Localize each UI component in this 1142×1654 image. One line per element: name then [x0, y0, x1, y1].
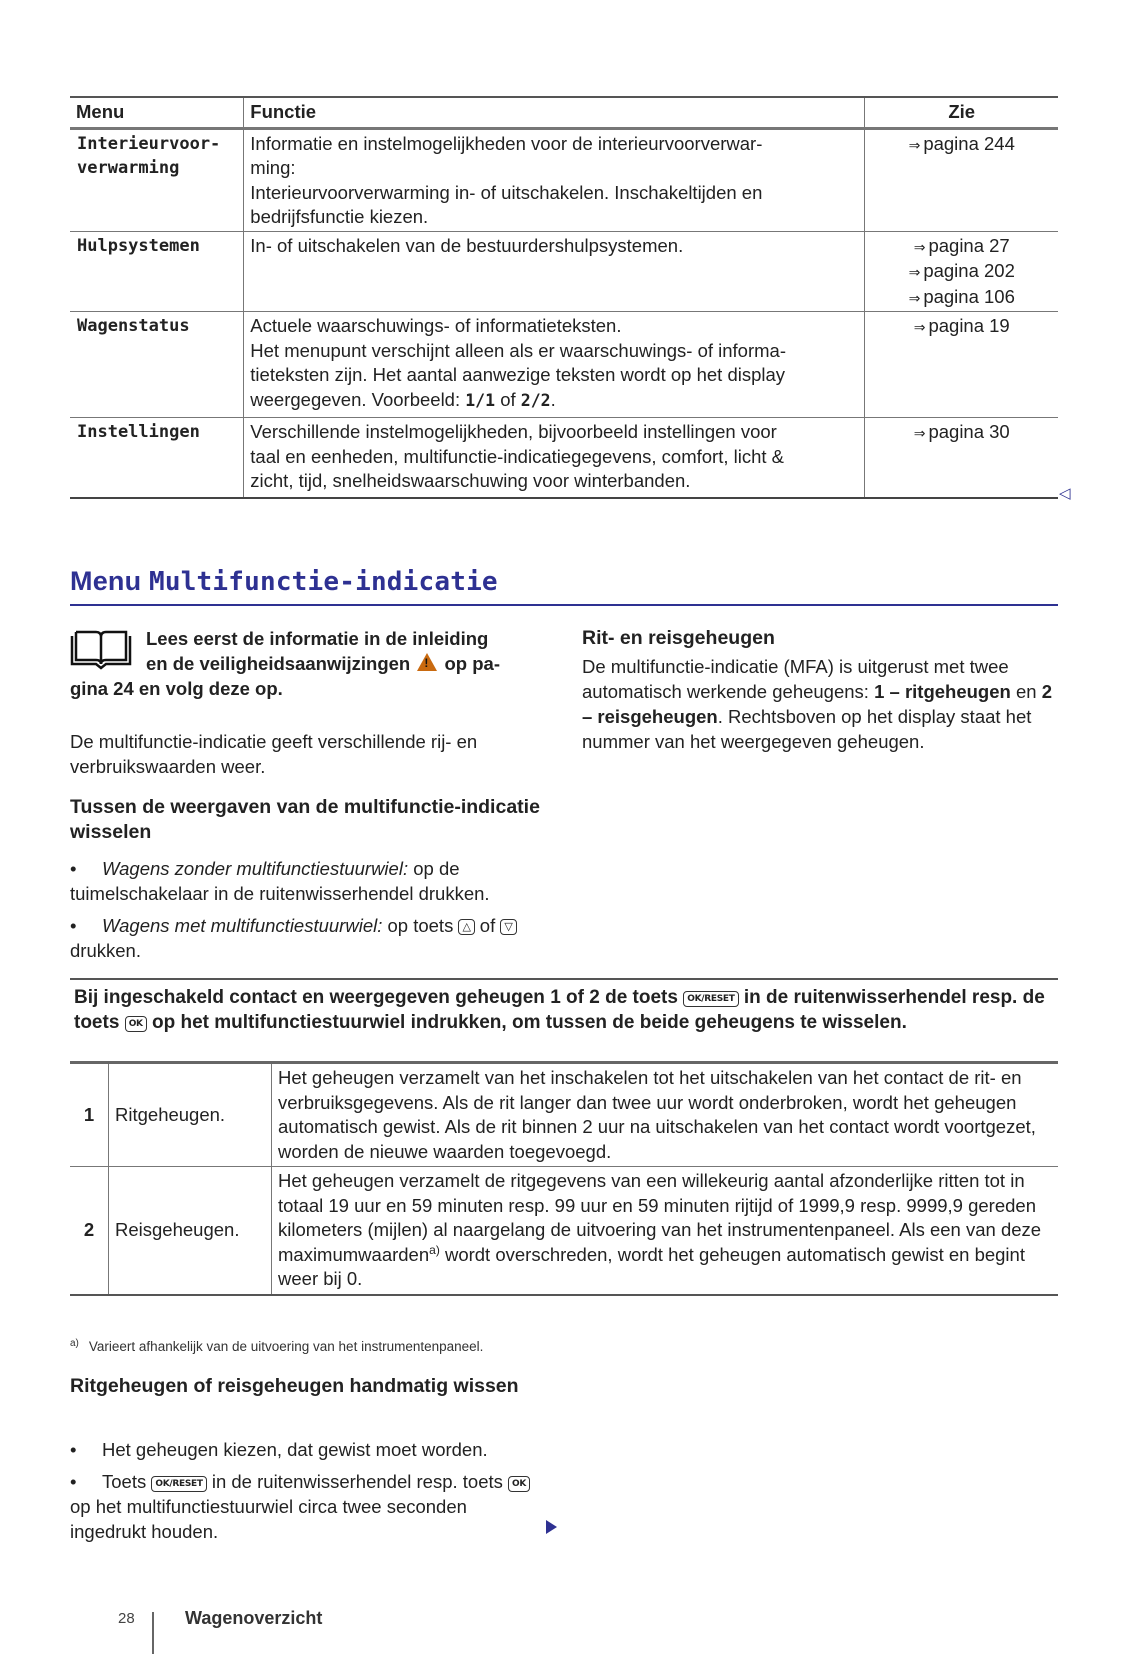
function-text: Informatie en instelmogelijkheden voor de interieurvoorverwar- — [250, 132, 763, 154]
menu-name: Wagenstatus — [77, 316, 190, 336]
arrow-right-icon: ⇒ — [908, 289, 921, 306]
instruction-text: op het multifunctiestuurwiel circa twee seconden ingedrukt houden. — [70, 1496, 467, 1542]
function-text: weergegeven. Voorbeeld: — [250, 388, 466, 410]
note-text: Lees eerst de informatie in de inleiding — [146, 628, 489, 649]
table-row — [70, 231, 1058, 312]
function-text: ming: — [250, 157, 296, 178]
function-text: zicht, tijd, snelheidswaarschuwing voor winterbanden. — [250, 470, 691, 491]
memory-number: 2 — [70, 1167, 109, 1295]
condition-label: Wagens zonder multifunctiestuurwiel: — [102, 858, 409, 879]
table-row — [70, 1167, 1058, 1295]
arrow-right-icon: ⇒ — [913, 238, 926, 255]
header-functie: Functie — [244, 97, 865, 128]
function-cell — [244, 418, 865, 498]
book-icon — [70, 628, 132, 670]
function-text: . — [550, 388, 556, 410]
description-text: wordt overschreden, wordt het geheugen automatisch gewist en begint weer bij 0. — [278, 1243, 1025, 1289]
bullet-icon: • — [70, 915, 77, 936]
instruction-text: Toets — [102, 1471, 152, 1492]
memory-description: Het geheugen verzamelt van het inschakelen tot het uitschakelen van het contact de rit- en verbruiksgegevens. Als de rit langer dan twee uur wordt onderbroken, wordt het geheugen automatisch gewist. Als de rit binnen 2 uur na uitschakelen van het contact wordt voortgezet, worden de nieuwe waarden toegevoegd. — [272, 1063, 1059, 1167]
menu-cell — [70, 312, 244, 418]
example-value: 1/1 — [465, 390, 496, 410]
instruction-text: of — [474, 915, 501, 936]
list-item — [70, 1437, 540, 1462]
memory-table — [70, 1061, 1058, 1296]
function-text: Actuele waarschuwings- of informatieteksten. — [250, 315, 622, 336]
list-item — [70, 1469, 540, 1544]
instruction-text: in de ruitenwisserhendel resp. toets — [206, 1471, 509, 1492]
page-reference-label: pagina 30 — [928, 421, 1010, 442]
function-text: taal en eenheden, multifunctie-indicatiegegevens, comfort, licht & — [250, 445, 785, 467]
section-title-menu-name: Multifunctie-indicatie — [149, 567, 498, 597]
function-text: In- of uitschakelen van de bestuurdershulpsystemen. — [250, 234, 684, 256]
function-text: Het menupunt verschijnt alleen als er waarschuwings- of informa- — [250, 339, 786, 361]
function-cell — [244, 231, 865, 312]
list-item — [70, 913, 540, 963]
footer-divider — [152, 1612, 154, 1654]
function-text: Verschillende instelmogelijkheden, bijvoorbeeld instellingen voor — [250, 421, 777, 442]
memory-description — [272, 1167, 1059, 1295]
page-reference-label: pagina 19 — [928, 315, 1010, 336]
function-text: bedrijfsfunctie kiezen. — [250, 206, 429, 227]
section-title — [70, 566, 498, 597]
reference-cell — [865, 128, 1058, 231]
memory-label: 2 – reisgeheugen — [582, 681, 1052, 727]
function-text: of — [495, 388, 521, 410]
list-item — [70, 856, 540, 906]
note-text — [70, 651, 540, 676]
bullet-icon: • — [70, 1471, 77, 1492]
memory-number: 1 — [70, 1063, 109, 1167]
section-title-prefix: Menu — [70, 566, 149, 596]
memory-name: Reisgeheugen. — [109, 1167, 272, 1295]
instruction-text: in de ruitenwisserhendel resp. de toets — [74, 987, 1045, 1033]
arrow-right-icon: ⇒ — [908, 264, 921, 280]
switch-views-heading — [70, 795, 540, 845]
menu-name: Interieurvoor- — [77, 133, 221, 154]
continue-triangle-icon — [546, 1520, 557, 1534]
page-reference-label: pagina 106 — [923, 285, 1015, 307]
table-row — [70, 128, 1058, 231]
menu-cell — [70, 128, 244, 231]
ok-key-icon: OK — [508, 1476, 530, 1492]
footnote-text: Varieert afhankelijk van de uitvoering van het instrumentenpaneel. — [88, 1339, 484, 1354]
ok-key-icon: OK — [125, 1016, 147, 1032]
note-text-part: op pa- — [439, 653, 500, 674]
page-reference-label: pagina 244 — [923, 132, 1015, 154]
instruction-text: drukken. — [70, 940, 141, 961]
arrow-right-icon: ⇒ — [913, 425, 926, 441]
section-end-triangle-icon: ◁ — [1059, 485, 1071, 502]
description-text: Het geheugen verzamelt de ritgegevens van een willekeurig aantal afzonderlijke ritten tot in totaal 19 uur en 59 minuten resp. 99 uur en 59 minuten rijtijd of 1999,9 resp. 9999,9 gereden kilometers (mijlen) al naargelang de uitvoering van het instrumentenpaneel. Als een van deze maximumwaarden — [278, 1170, 1042, 1265]
warning-triangle-icon — [417, 653, 437, 671]
paragraph-text: De multifunctie-indicatie (MFA) is uitgerust met twee automatisch werkende geheugens: — [582, 656, 1009, 702]
header-zie: Zie — [865, 97, 1058, 128]
instruction-text: op de tuimelschakelaar in de ruitenwisserhendel drukken. — [70, 858, 490, 904]
page-reference-link[interactable] — [871, 285, 1052, 311]
paragraph-text: en — [1010, 681, 1042, 702]
key-down-icon: ▽ — [500, 919, 516, 935]
ok-reset-key-icon: OK/RESET — [683, 991, 738, 1007]
rit-reis-paragraph — [582, 654, 1060, 754]
menu-cell — [70, 418, 244, 498]
instruction-divider — [70, 978, 1058, 980]
memory-name: Ritgeheugen. — [109, 1063, 272, 1167]
page-number: 28 — [118, 1610, 135, 1627]
read-first-note — [70, 626, 540, 701]
arrow-right-icon: ⇒ — [908, 136, 921, 153]
footnote-marker[interactable]: a) — [429, 1242, 440, 1257]
subheading: Rit- en reisgeheugen — [582, 627, 775, 649]
reference-cell — [865, 231, 1058, 312]
function-text: Interieurvoorverwarming in- of uitschakelen. Inschakeltijden en — [250, 181, 763, 203]
subheading: Ritgeheugen of reisgeheugen handmatig wissen — [70, 1375, 519, 1397]
section-divider — [70, 604, 1058, 606]
key-up-icon: △ — [458, 919, 474, 935]
page-reference-label: pagina 202 — [923, 260, 1015, 281]
page-reference-link[interactable] — [871, 314, 1052, 340]
function-cell — [244, 128, 865, 231]
page-reference-link[interactable] — [871, 259, 1052, 285]
ok-reset-key-icon: OK/RESET — [151, 1476, 206, 1492]
function-cell — [244, 312, 865, 418]
menu-table-header — [70, 97, 1058, 128]
page-reference-label: pagina 27 — [928, 234, 1010, 256]
memory-label: 1 – ritgeheugen — [874, 681, 1011, 702]
instruction-text: op het multifunctiestuurwiel indrukken, om tussen de beide geheugens te wisselen. — [146, 1012, 907, 1033]
rit-reis-heading — [582, 626, 1060, 651]
note-text: gina 24 en volg deze op. — [70, 678, 283, 699]
switch-views-list — [70, 856, 540, 970]
table-row — [70, 312, 1058, 418]
menu-name: verwarming — [77, 158, 180, 178]
page-reference-link[interactable] — [871, 420, 1052, 446]
table-row — [70, 418, 1058, 498]
menu-name: Instellingen — [77, 422, 200, 442]
header-menu: Menu — [70, 97, 244, 128]
subheading: Tussen de weergaven van de multifunctie-indicatie wisselen — [70, 796, 540, 843]
bullet-icon: • — [70, 858, 77, 879]
condition-label: Wagens met multifunctiestuurwiel: — [102, 915, 383, 936]
footnote — [70, 1339, 483, 1354]
switch-memory-instruction — [74, 985, 1054, 1035]
reference-cell — [865, 418, 1058, 498]
instruction-text: Bij ingeschakeld contact en weergegeven geheugen 1 of 2 de toets — [74, 987, 684, 1008]
page-reference-link[interactable] — [871, 132, 1052, 158]
note-text-part: en de veiligheidsaanwijzingen — [146, 653, 416, 674]
footnote-mark: a) — [70, 1337, 79, 1349]
clear-memory-list — [70, 1437, 540, 1551]
menu-name: Hulpsystemen — [77, 235, 200, 256]
clear-memory-heading — [70, 1374, 540, 1399]
menu-cell — [70, 231, 244, 312]
instruction-text: Het geheugen kiezen, dat gewist moet worden. — [102, 1439, 488, 1460]
bullet-icon: • — [70, 1439, 77, 1460]
table-row — [70, 1063, 1058, 1167]
intro-paragraph: De multifunctie-indicatie geeft verschillende rij- en verbruikswaarden weer. — [70, 731, 478, 777]
paragraph-text: . Rechtsboven op het display staat het nummer van het weergegeven geheugen. — [582, 706, 1032, 752]
instruction-text: op toets — [382, 915, 459, 936]
function-text: tieteksten zijn. Het aantal aanwezige teksten wordt op het display — [250, 364, 786, 385]
menu-table — [70, 96, 1058, 499]
reference-cell — [865, 312, 1058, 418]
arrow-right-icon: ⇒ — [913, 319, 926, 335]
chapter-title: Wagenoverzicht — [185, 1608, 323, 1628]
example-value: 2/2 — [520, 390, 551, 410]
page-reference-link[interactable] — [871, 234, 1052, 260]
